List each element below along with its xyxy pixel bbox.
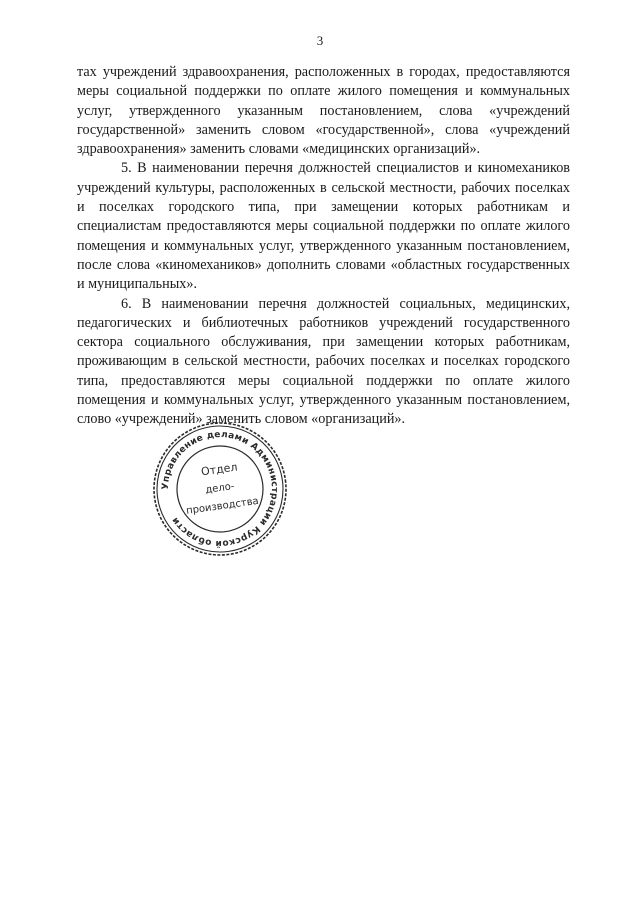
document-body (77, 63, 570, 430)
stamp-line-1: Отдел (200, 460, 239, 479)
stamp-seal-graphic (150, 419, 290, 559)
paragraph-item-5: 5. В наименовании перечня должностей специалистов и киномехаников учреждений культуры, расположенных в сельской местности, рабочих поселках и поселках городского типа, при замещении которых работникам и специалистам предоставляются меры социальной поддержки по оплате жилого помещения и коммунальных услуг, утвержденного указанным постановлением, после слова «киномехаников» дополнить словами «областных государственных и муниципальных». (77, 160, 570, 293)
stamp-line-2: дело- (204, 481, 236, 496)
stamp-line-3: производства (185, 495, 260, 517)
page-number: 3 (316, 33, 324, 48)
paragraph-continuation: тах учреждений здравоохранения, расположенных в городах, предоставляются меры социальной поддержки по оплате жилого помещения и коммунальных услуг, утвержденного указанным постановлением, слова «учреждений государственной» заменить словом «государственной», слова «учреждений здравоохранения» заменить словами «медицинских организаций». (77, 64, 570, 158)
stamp-outer-text: Управление делами Администрации Курской области (160, 429, 280, 549)
paragraph-item-6: 6. В наименовании перечня должностей социальных, медицинских, педагогических и библиотечных работников учреждений государственного сектора социального обслуживания, при замещении которых работникам, проживающим в сельской местности, рабочих поселках и поселках городского типа, предоставляются меры социальной поддержки по оплате жилого помещения и коммунальных услуг, утвержденного указанным постановлением, слово «учреждений» заменить словом «организаций». (77, 295, 570, 428)
official-stamp (150, 419, 290, 559)
